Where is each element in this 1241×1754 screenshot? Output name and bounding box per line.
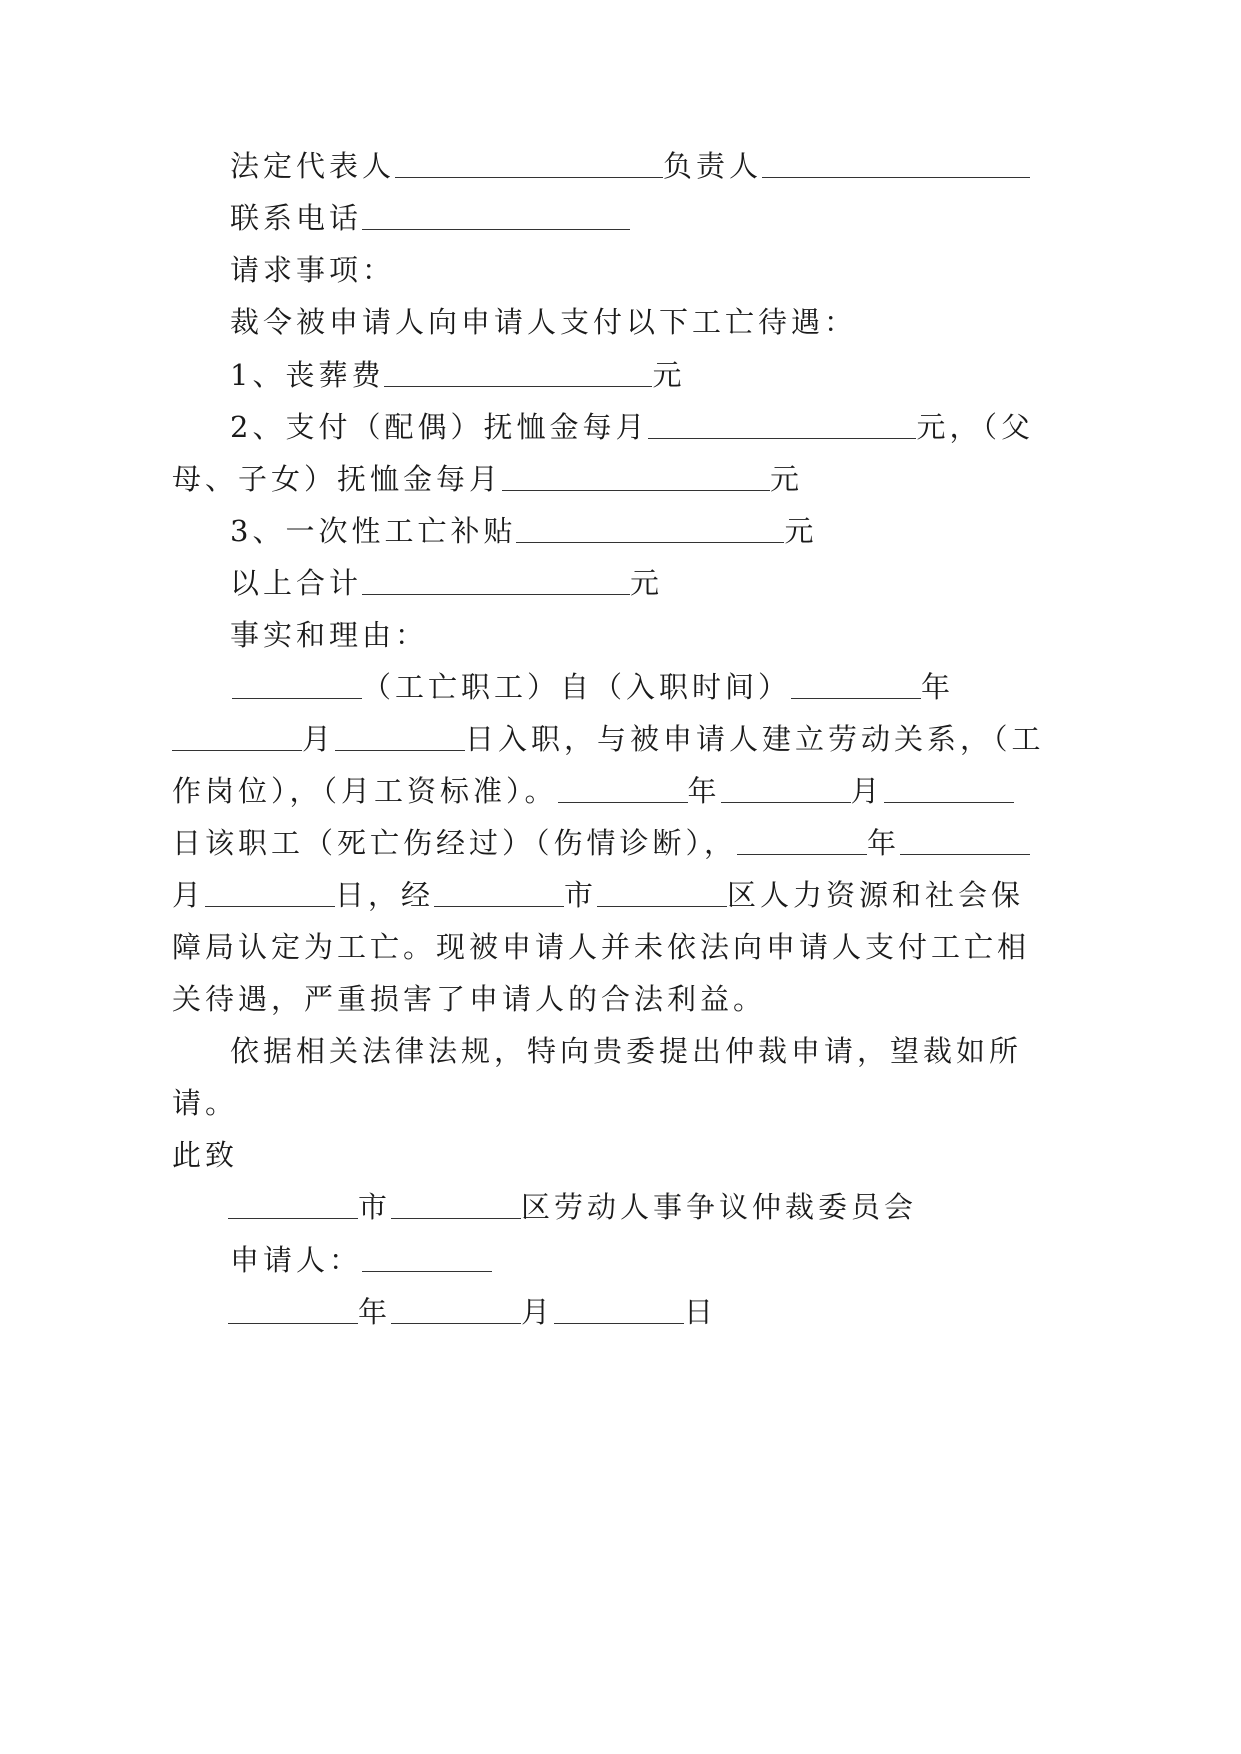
month-label: 月 <box>850 774 884 808</box>
claim-item-3 <box>230 511 817 551</box>
facts-heading: 事实和理由： <box>230 618 429 652</box>
applicant-blank[interactable] <box>362 1243 492 1272</box>
salutation: 此致 <box>172 1138 239 1172</box>
addressee-district-blank[interactable] <box>391 1190 521 1219</box>
month-label: 月 <box>302 722 336 756</box>
recognition-year-blank[interactable] <box>737 826 867 855</box>
facts-line-5 <box>172 875 1024 915</box>
applicant-line <box>230 1240 492 1280</box>
deceased-name-blank[interactable] <box>232 670 362 699</box>
facts-seg-3: 作岗位），（月工资标准）。 <box>172 774 558 808</box>
funeral-fee-blank[interactable] <box>384 358 652 387</box>
unit-yuan: 元 <box>652 358 686 392</box>
facts-seg-4: 日该职工（死亡伤经过）（伤情诊断）， <box>172 826 738 860</box>
unit-yuan: 元 <box>630 566 664 600</box>
day-label: 日 <box>684 1295 718 1329</box>
phone-label: 联系电话 <box>230 201 363 235</box>
sign-day-blank[interactable] <box>554 1295 684 1324</box>
accident-year-blank[interactable] <box>558 774 688 803</box>
sign-month-blank[interactable] <box>391 1295 521 1324</box>
unit-yuan: 元 <box>770 462 804 496</box>
parents-children-pension-blank[interactable] <box>502 462 770 491</box>
accident-month-blank[interactable] <box>721 774 851 803</box>
legal-rep-label: 法定代表人 <box>230 149 396 183</box>
one-time-subsidy-blank[interactable] <box>516 514 784 543</box>
facts-line-2 <box>172 719 1045 759</box>
facts-seg-5: 日，经 <box>335 878 435 912</box>
facts-line-4 <box>172 823 1030 863</box>
facts-line-3 <box>172 771 1014 811</box>
facts-line-1 <box>232 667 954 707</box>
spouse-pension-blank[interactable] <box>648 410 916 439</box>
claim-item-2 <box>230 407 1034 447</box>
claim-item-2-cont-label: 母、子女）抚恤金每月 <box>172 462 503 496</box>
facts-seg-1: （工亡职工）自（入职时间） <box>362 670 792 704</box>
claim-item-3-label: 3、一次性工亡补贴 <box>230 514 517 548</box>
year-label: 年 <box>867 826 901 860</box>
claims-intro: 裁令被申请人向申请人支付以下工亡待遇： <box>230 305 858 339</box>
legal-rep-line <box>230 146 1030 186</box>
person-in-charge-label: 负责人 <box>663 149 763 183</box>
phone-blank[interactable] <box>362 201 630 230</box>
recognition-day-blank[interactable] <box>205 878 335 907</box>
recognition-month-blank[interactable] <box>900 826 1030 855</box>
claim-item-1-label: 1、丧葬费 <box>230 358 385 392</box>
accident-day-blank[interactable] <box>884 774 1014 803</box>
facts-line-7: 关待遇，严重损害了申请人的合法利益。 <box>172 982 767 1016</box>
phone-line <box>230 198 630 238</box>
addressee-city-blank[interactable] <box>228 1190 358 1219</box>
month-label: 月 <box>521 1295 555 1329</box>
hire-month-blank[interactable] <box>172 722 302 751</box>
year-label: 年 <box>687 774 721 808</box>
city-label: 市 <box>564 878 598 912</box>
addressee-line <box>228 1187 917 1227</box>
legal-rep-blank[interactable] <box>395 149 663 178</box>
district-blank[interactable] <box>597 878 727 907</box>
city-blank[interactable] <box>434 878 564 907</box>
facts-seg-2: 日入职，与被申请人建立劳动关系，（工 <box>465 722 1045 756</box>
claims-heading: 请求事项： <box>230 253 396 287</box>
month-label: 月 <box>172 878 206 912</box>
date-line <box>228 1292 717 1332</box>
claim-item-2-cont <box>172 459 803 499</box>
request-line-1: 依据相关法律法规，特向贵委提出仲裁申请，望裁如所 <box>230 1034 1023 1068</box>
unit-yuan: 元 <box>784 514 818 548</box>
sign-year-blank[interactable] <box>228 1295 358 1324</box>
request-line-2: 请。 <box>172 1086 239 1120</box>
claims-total <box>230 563 663 603</box>
addressee-city-label: 市 <box>358 1190 392 1224</box>
facts-seg-6: 区人力资源和社会保 <box>727 878 1025 912</box>
hire-year-blank[interactable] <box>791 670 921 699</box>
year-label: 年 <box>358 1295 392 1329</box>
claims-total-label: 以上合计 <box>230 566 363 600</box>
claim-item-2-mid: 元，（父 <box>916 410 1034 444</box>
total-blank[interactable] <box>362 566 630 595</box>
year-label: 年 <box>921 670 955 704</box>
hire-day-blank[interactable] <box>335 722 465 751</box>
addressee-committee: 区劳动人事争议仲裁委员会 <box>521 1190 918 1224</box>
claim-item-1 <box>230 355 685 395</box>
person-in-charge-blank[interactable] <box>762 149 1030 178</box>
facts-line-6: 障局认定为工亡。现被申请人并未依法向申请人支付工亡相 <box>172 930 1031 964</box>
applicant-label: 申请人： <box>230 1243 363 1277</box>
claim-item-2-label: 2、支付（配偶）抚恤金每月 <box>230 410 649 444</box>
